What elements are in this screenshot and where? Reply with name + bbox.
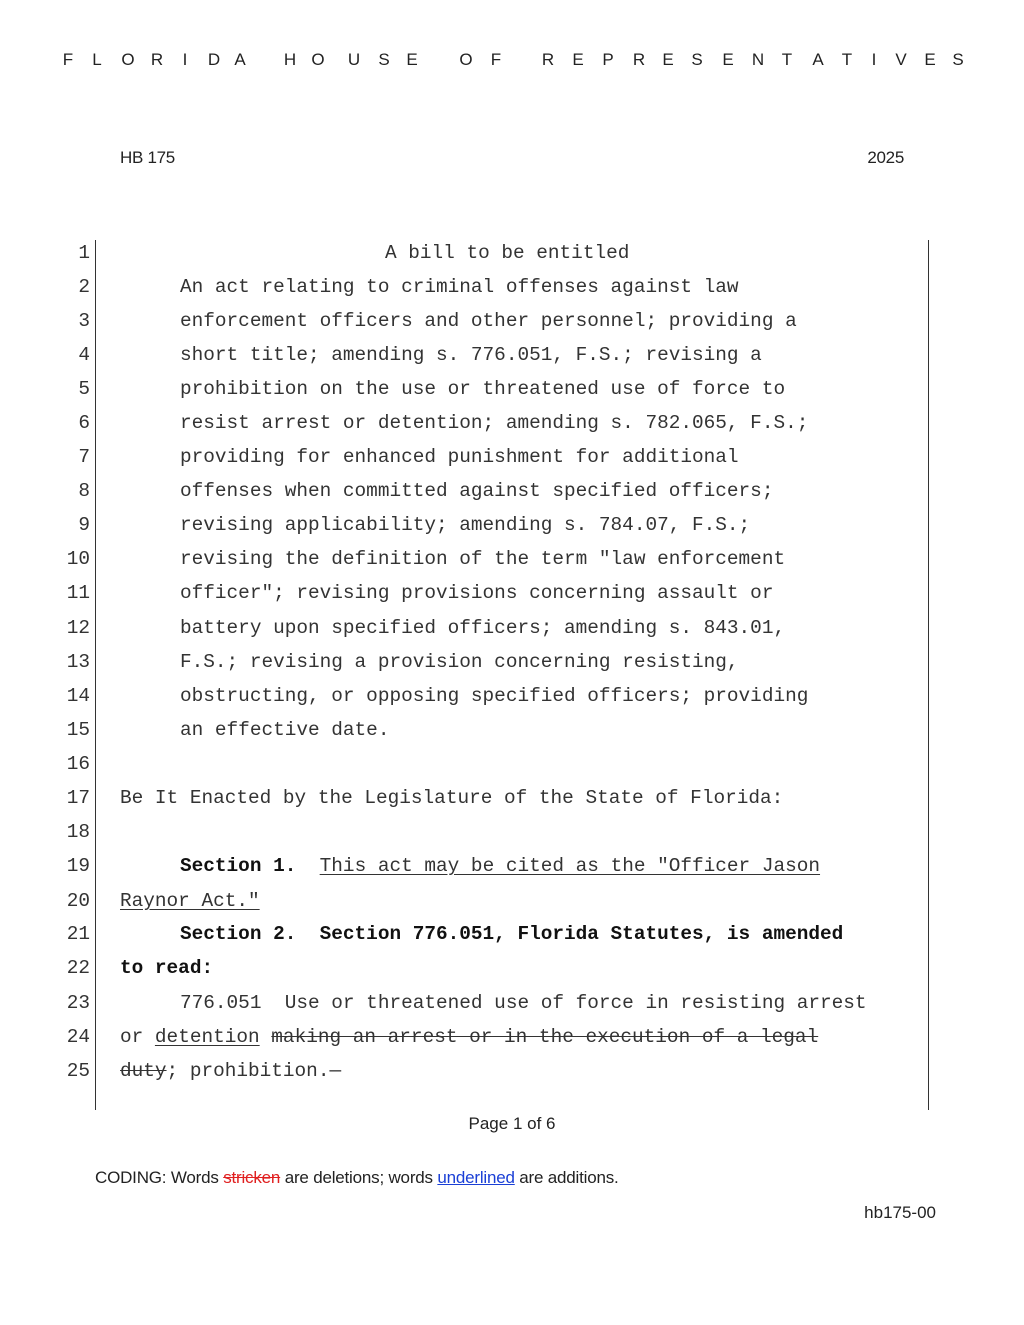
line-number: 3 (78, 310, 90, 332)
coding-underlined-sample: underlined (437, 1168, 515, 1187)
title-letter: L (92, 50, 102, 69)
bill-line (0, 787, 1024, 821)
chamber-title (0, 50, 1024, 74)
page-number: Page 1 of 6 (468, 1114, 556, 1133)
bill-line (0, 1060, 1024, 1094)
bill-line (0, 582, 1024, 616)
title-letter: U (347, 50, 361, 69)
line-text: short title; amending s. 776.051, F.S.; revising a (180, 344, 762, 366)
bill-number: HB 175 (120, 148, 175, 167)
line-text (120, 1026, 818, 1048)
line-number: 10 (66, 548, 90, 570)
bill-line (0, 821, 1024, 855)
title-letter: T (841, 50, 853, 69)
line-number: 24 (66, 1026, 90, 1048)
line-text: offenses when committed against specified officers; (180, 480, 774, 502)
bill-line (0, 1026, 1024, 1060)
title-letter: P (602, 50, 614, 69)
bill-line (0, 446, 1024, 480)
title-letter: O (459, 50, 473, 69)
title-letter: H (283, 50, 297, 69)
line-number: 25 (66, 1060, 90, 1082)
bill-line (0, 617, 1024, 651)
line-text: officer"; revising provisions concerning assault or (180, 582, 774, 604)
title-letter: N (751, 50, 765, 69)
line-text: F.S.; revising a provision concerning resisting, (180, 651, 739, 673)
bill-line (0, 753, 1024, 787)
line-number: 21 (66, 923, 90, 945)
line-number: 4 (78, 344, 90, 366)
line-number: 1 (78, 242, 90, 264)
title-letter: R (632, 50, 646, 69)
title-letter: E (722, 50, 734, 69)
bill-caption: A bill to be entitled (385, 242, 630, 264)
line-number: 15 (66, 719, 90, 741)
line-number: 2 (78, 276, 90, 298)
line-number: 11 (66, 582, 90, 604)
title-letter: T (781, 50, 793, 69)
line-number: 12 (66, 617, 90, 639)
title-letter: A (234, 50, 246, 69)
added-text: Raynor Act." (120, 890, 260, 912)
bill-line (0, 855, 1024, 889)
session-year: 2025 (867, 148, 904, 167)
line-number: 13 (66, 651, 90, 673)
title-letter: E (572, 50, 584, 69)
bill-line (0, 514, 1024, 548)
line-number: 8 (78, 480, 90, 502)
line-text: prohibition on the use or threatened use of force to (180, 378, 786, 400)
coding-stricken-sample: stricken (223, 1168, 281, 1187)
coding-text: CODING: Words (95, 1168, 224, 1187)
section-2-heading-cont: to read: (120, 957, 214, 979)
line-text: revising applicability; amending s. 784.07, F.S.; (180, 514, 751, 536)
line-number: 5 (78, 378, 90, 400)
coding-text: are additions. (514, 1168, 619, 1187)
title-letter: E (406, 50, 418, 69)
line-text: 776.051 Use or threatened use of force in resisting arrest (180, 992, 867, 1014)
bill-line (0, 242, 1024, 276)
coding-legend (95, 1168, 619, 1188)
bill-line (0, 412, 1024, 446)
title-letter: O (311, 50, 325, 69)
line-text: enforcement officers and other personnel; providing a (180, 310, 797, 332)
title-letter: E (924, 50, 936, 69)
line-text (120, 1060, 341, 1082)
line-number: 16 (66, 753, 90, 775)
line-number: 23 (66, 992, 90, 1014)
title-letter: S (691, 50, 703, 69)
title-letter: D (207, 50, 221, 69)
title-letter: R (150, 50, 164, 69)
bill-line (0, 890, 1024, 924)
line-text: providing for enhanced punishment for additional (180, 446, 739, 468)
title-letter: A (812, 50, 824, 69)
line-number: 20 (66, 890, 90, 912)
title-letter: I (871, 50, 877, 69)
deleted-text: duty (120, 1060, 167, 1082)
line-text: revising the definition of the term "law enforcement (180, 548, 786, 570)
added-text: This act may be cited as the "Officer Jason (319, 855, 821, 877)
coding-text: are deletions; words (280, 1168, 438, 1187)
line-text: resist arrest or detention; amending s. 782.065, F.S.; (180, 412, 809, 434)
bill-line (0, 992, 1024, 1026)
bill-line (0, 276, 1024, 310)
title-letter: S (378, 50, 390, 69)
title-letter: F (490, 50, 502, 69)
line-text (180, 855, 820, 877)
added-text: detention (154, 1026, 260, 1048)
title-letter: O (121, 50, 135, 69)
line-number: 19 (66, 855, 90, 877)
bill-line (0, 957, 1024, 991)
enacting-clause: Be It Enacted by the Legislature of the State of Florida: (120, 787, 784, 809)
line-number: 9 (78, 514, 90, 536)
line-number: 17 (66, 787, 90, 809)
title-letter: S (952, 50, 964, 69)
title-letter: F (62, 50, 74, 69)
plain-text: ; prohibition.— (166, 1060, 342, 1082)
line-number: 14 (66, 685, 90, 707)
line-number: 7 (78, 446, 90, 468)
line-text: An act relating to criminal offenses against law (180, 276, 739, 298)
document-code: hb175-00 (864, 1203, 936, 1222)
bill-line (0, 923, 1024, 957)
title-letter: V (895, 50, 907, 69)
title-letter: E (662, 50, 674, 69)
title-letter: I (182, 50, 188, 69)
bill-line (0, 719, 1024, 753)
deleted-text: making an arrest or in the execution of a legal (271, 1026, 819, 1048)
bill-line (0, 480, 1024, 514)
bill-line (0, 651, 1024, 685)
plain-text: or (120, 1026, 144, 1048)
line-text: obstructing, or opposing specified officers; providing (180, 685, 809, 707)
section-2-heading: Section 2. Section 776.051, Florida Statutes, is amended (180, 923, 844, 945)
bill-line (0, 310, 1024, 344)
bill-line (0, 378, 1024, 412)
line-text: an effective date. (180, 719, 390, 741)
line-number: 6 (78, 412, 90, 434)
bill-line (0, 548, 1024, 582)
line-number: 18 (66, 821, 90, 843)
line-number: 22 (66, 957, 90, 979)
line-text: battery upon specified officers; amending s. 843.01, (180, 617, 786, 639)
title-letter: R (541, 50, 555, 69)
bill-line (0, 344, 1024, 378)
bill-line (0, 685, 1024, 719)
section-1-heading: Section 1. (180, 855, 297, 877)
